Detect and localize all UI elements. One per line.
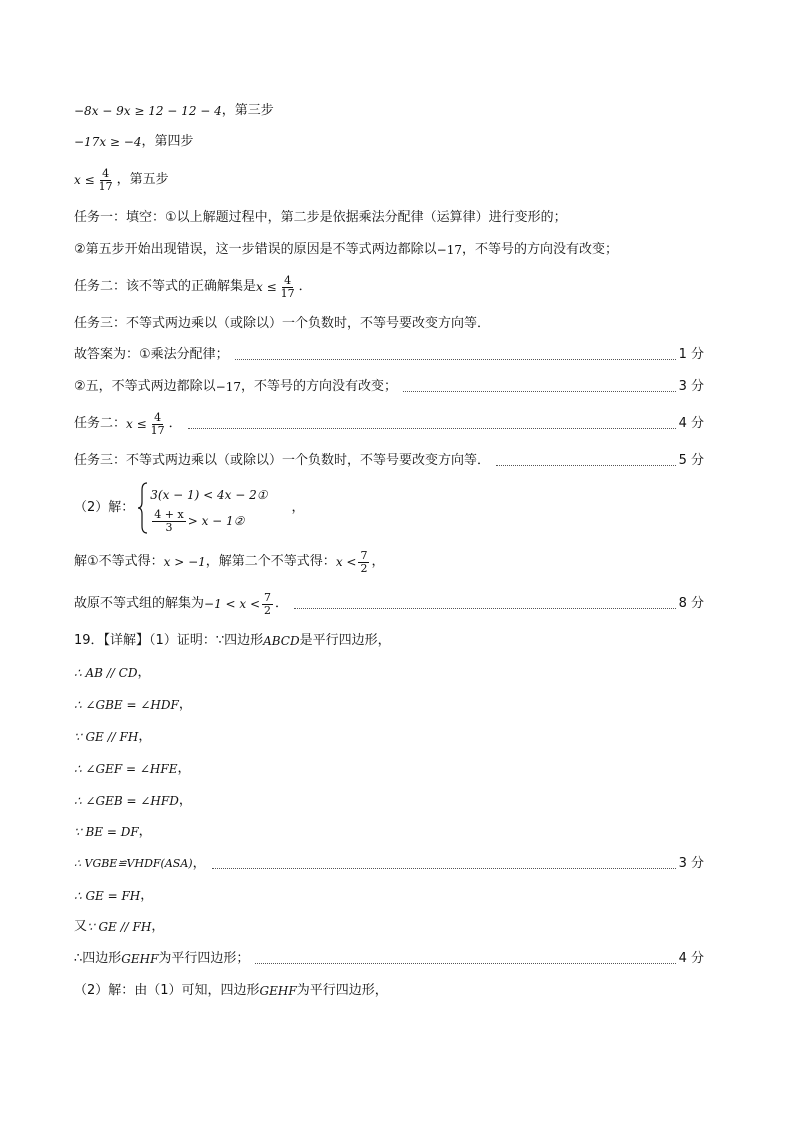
step-three-math: −8x − 9x ≥ 12 − 12 − 4 — [74, 104, 222, 118]
solve-each-line — [74, 548, 704, 576]
step-five-fraction: $\frac{4}{17}$ — [98, 166, 113, 193]
proof-post: ， — [151, 919, 165, 934]
answer-3-pre: ②五，不等式两边都除以 — [74, 379, 216, 394]
answer-4-math: x ≤ — [126, 417, 147, 431]
proof-line-also — [74, 919, 704, 935]
part-two-pre: （2）解：由（1）可知，四边形 — [74, 983, 260, 998]
proof-line-angle-gbe — [74, 697, 704, 713]
task-one-line — [74, 210, 704, 226]
leader-dots — [403, 391, 676, 392]
solve-pre: 解①不等式得： — [74, 554, 164, 569]
solution-math: −1 < x < — [204, 597, 261, 611]
task-one-reason-pre: ②第五步开始出现错误，这一步错误的原因是不等式两边都除以 — [74, 242, 437, 257]
score-5: 5 分 — [678, 453, 704, 468]
answer-line-1 — [74, 347, 704, 363]
task-one-reason-post: ，不等号的方向没有改变； — [461, 242, 618, 257]
proof-math: ∵ BE = DF — [74, 825, 139, 839]
part-two-math: GEHF — [259, 984, 297, 998]
part-two-post: 为平行四边形， — [296, 983, 388, 998]
inequality-system — [138, 482, 267, 534]
proof-line-ge-fh — [74, 729, 704, 745]
score-4b: 4 分 — [678, 951, 704, 966]
leader-dots — [235, 359, 676, 360]
solution-fraction: $\frac{7}{2}$ — [264, 590, 272, 617]
proof-line-angle-gef — [74, 761, 704, 777]
solve-math-2: x < — [335, 555, 357, 569]
solve-fraction: $\frac{7}{2}$ — [360, 548, 368, 575]
step-five-label: ，第五步 — [116, 172, 169, 187]
answer-1-text: 故答案为：①乘法分配律； — [74, 347, 229, 362]
solution-pre: 故原不等式组的解集为 — [74, 596, 205, 611]
proof-math: ∴ ∠GEF = ∠HFE — [74, 762, 178, 776]
task-one-reason-line — [74, 242, 704, 258]
q19-line — [74, 633, 704, 649]
step-three-label: ，第三步 — [221, 103, 274, 118]
leader-dots — [212, 868, 676, 869]
leader-dots — [294, 608, 676, 609]
part-two-line — [74, 983, 704, 999]
brace-icon — [138, 482, 148, 534]
answer-3-math: −17 — [215, 380, 241, 394]
step-four-label: ，第四步 — [141, 134, 194, 149]
task-one-reason-math: −17 — [436, 243, 462, 257]
proof-post: ， — [178, 793, 192, 808]
proof-line-ab-cd — [74, 665, 704, 681]
proof-line-angle-geb — [74, 793, 704, 809]
proof-math: ∴ GE = FH — [74, 889, 141, 903]
proof-post: ， — [178, 697, 192, 712]
proof-line-conclusion — [74, 951, 704, 967]
proof-math: ∵ GE // FH — [87, 920, 152, 934]
inequality-system-line — [74, 480, 704, 536]
leader-dots — [255, 963, 675, 964]
answer-5-text: 任务三：不等式两边乘以（或除以）一个负数时，不等号要改变方向等． — [74, 453, 491, 468]
solution-set-line — [74, 590, 704, 618]
proof-post: 为平行四边形； — [158, 951, 250, 966]
system-eq2-rest: > x − 1② — [187, 514, 245, 528]
proof-post: ， — [137, 665, 151, 680]
q19-pre: 19．【详解】（1）证明：∵四边形 — [74, 633, 264, 648]
proof-math: ∴ AB // CD — [74, 666, 138, 680]
proof-post: ， — [140, 888, 154, 903]
task-two-line — [74, 273, 704, 301]
step-three-line — [74, 103, 704, 119]
system-pre: （2）解： — [74, 500, 135, 515]
proof-post: ， — [138, 824, 152, 839]
q19-post: 是平行四边形， — [299, 633, 391, 648]
system-equation-1: 3(x − 1) < 4x − 2① — [150, 488, 268, 502]
proof-math: GEHF — [121, 952, 159, 966]
task-three-text: 任务三：不等式两边乘以（或除以）一个负数时，不等号要改变方向等． — [74, 316, 491, 331]
proof-line-be-df — [74, 824, 704, 840]
system-equation-2 — [150, 508, 267, 534]
step-four-line — [74, 134, 704, 150]
task-two-fraction: $\frac{4}{17}$ — [280, 273, 295, 300]
proof-pre: 又 — [74, 919, 88, 934]
score-3b: 3 分 — [678, 856, 704, 871]
answer-3-post: ，不等号的方向没有改变； — [240, 379, 397, 394]
proof-math: ∴ ∠GBE = ∠HDF — [74, 698, 179, 712]
proof-math: ∴ VGBE≌VHDF(ASA) — [74, 857, 193, 870]
leader-dots — [496, 465, 676, 466]
answer-line-4 — [74, 410, 704, 438]
solution-post: ． — [275, 596, 289, 611]
task-one-text: 任务一：填空：①以上解题过程中，第二步是依据乘法分配律（运算律）进行变形的； — [74, 210, 567, 225]
proof-post: ， — [138, 729, 152, 744]
answer-line-3 — [74, 379, 704, 395]
score-8: 8 分 — [678, 596, 704, 611]
q19-math: ABCD — [263, 634, 300, 648]
step-four-math: −17x ≥ −4 — [74, 135, 142, 149]
proof-math: ∵ GE // FH — [74, 730, 139, 744]
score-4: 4 分 — [678, 416, 704, 431]
step-five-math: x ≤ — [74, 173, 95, 187]
task-two-pre: 任务二：该不等式的正确解集是 — [74, 279, 257, 294]
task-three-line — [74, 316, 704, 332]
answer-4-pre: 任务二： — [74, 416, 127, 431]
score-1: 1 分 — [678, 347, 704, 362]
task-two-post: ． — [298, 279, 312, 294]
proof-pre: ∴四边形 — [74, 951, 122, 966]
proof-line-ge-eq-fh — [74, 888, 704, 904]
proof-post: ， — [177, 761, 191, 776]
answer-line-5 — [74, 453, 704, 469]
solve-mid: ，解第二个不等式得： — [205, 554, 336, 569]
leader-dots — [188, 428, 676, 429]
solve-math-1: x > −1 — [163, 555, 206, 569]
system-fraction: $\frac{4 + x}{3}$ — [154, 507, 184, 534]
solve-post: ， — [371, 554, 385, 569]
answer-4-fraction: $\frac{4}{17}$ — [150, 410, 165, 437]
proof-math: ∴ ∠GEB = ∠HFD — [74, 794, 179, 808]
system-post: ， — [291, 500, 305, 515]
proof-post: ， — [192, 856, 206, 871]
task-two-math: x ≤ — [256, 280, 277, 294]
step-five-line — [74, 166, 704, 194]
answer-4-post: ． — [168, 416, 182, 431]
score-3: 3 分 — [678, 379, 704, 394]
proof-line-congruent — [74, 856, 704, 872]
